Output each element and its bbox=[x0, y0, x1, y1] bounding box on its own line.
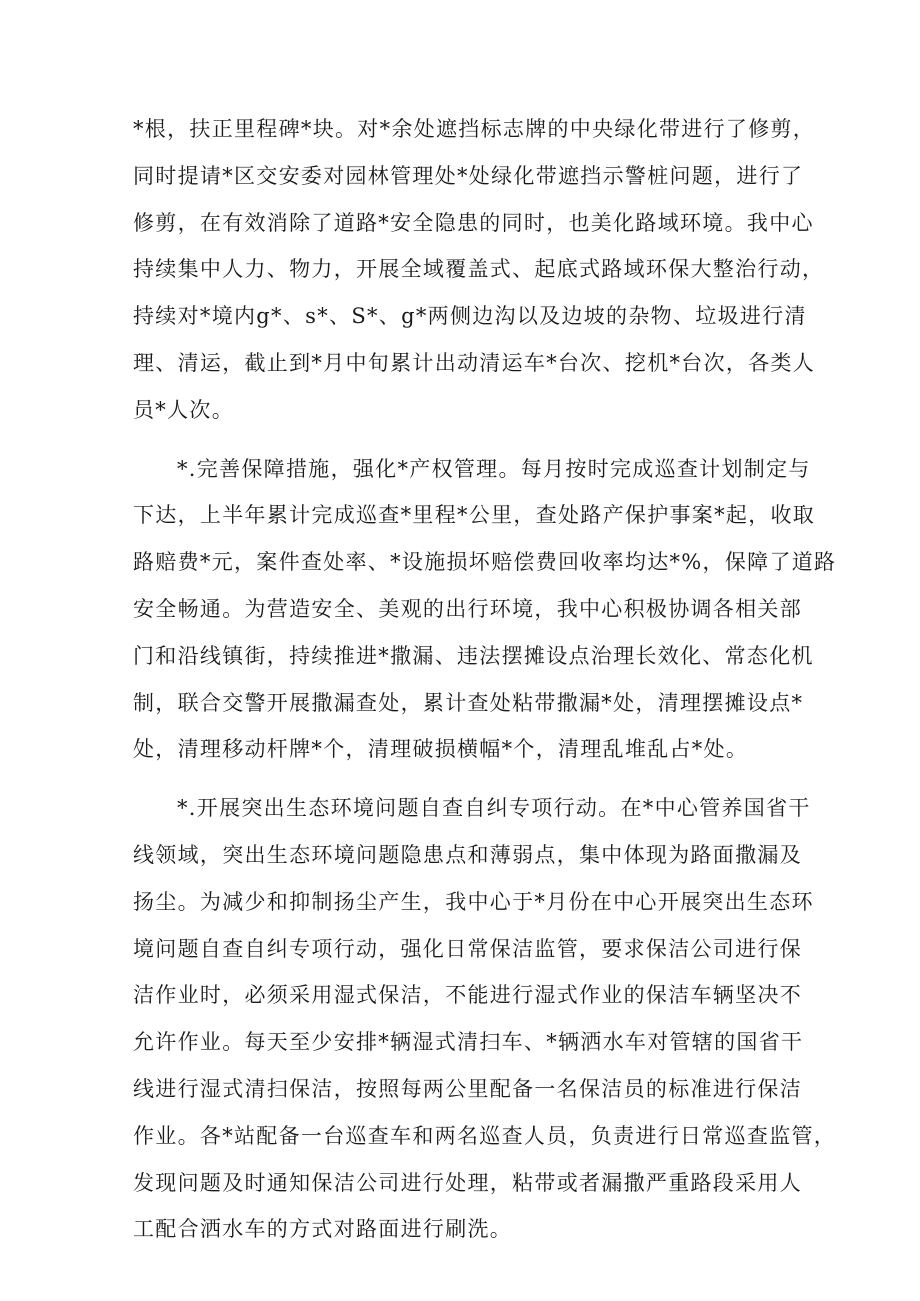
text-line: 工配合洒水车的方式对路面进行刷洗。 bbox=[133, 1217, 513, 1242]
text-line: 同时提请*区交安委对园林管理处*处绿化带遮挡示警桩问题，进行了 bbox=[133, 163, 804, 188]
text-line: 线领域，突出生态环境问题隐患点和薄弱点，集中体现为路面撒漏及 bbox=[133, 842, 802, 867]
text-line: 路赔费*元，案件查处率、*设施损坏赔偿费回收率均达*%，保障了道路 bbox=[133, 550, 837, 575]
text-line: 制，联合交警开展撒漏查处，累计查处粘带撒漏*处，清理摆摊设点* bbox=[133, 690, 804, 715]
document-body bbox=[133, 106, 837, 1265]
text-line: *.完善保障措施，强化*产权管理。每月按时完成巡查计划制定与 bbox=[177, 456, 811, 481]
text-line: 员*人次。 bbox=[133, 397, 234, 422]
paragraph-3 bbox=[133, 785, 837, 1253]
text-line: 扬尘。为减少和抑制扬尘产生，我中心于*月份在中心开展突出生态环 bbox=[133, 889, 814, 914]
paragraph-1 bbox=[133, 106, 825, 434]
text-line: 安全畅通。为营造安全、美观的出行环境，我中心积极协调各相关部 bbox=[133, 596, 802, 621]
text-line: 洁作业时，必须采用湿式保洁，不能进行湿式作业的保洁车辆坚决不 bbox=[133, 983, 802, 1008]
text-line: 处，清理移动杆牌*个，清理破损横幅*个，清理乱堆乱占*处。 bbox=[133, 737, 749, 762]
text-line: 作业。各*站配备一台巡查车和两名巡查人员，负责进行日常巡查监管， bbox=[133, 1123, 837, 1148]
text-line: *根，扶正里程碑*块。对*余处遮挡标志牌的中央绿化带进行了修剪， bbox=[133, 117, 816, 141]
text-line: 理、清运，截止到*月中旬累计出动清运车*台次、挖机*台次，各类人 bbox=[133, 350, 816, 375]
text-line: *.开展突出生态环境问题自查自纠专项行动。在*中心管养国省干 bbox=[177, 796, 811, 821]
text-line: 修剪，在有效消除了道路*安全隐患的同时，也美化路域环境。我中心 bbox=[133, 210, 814, 235]
text-line: 允许作业。每天至少安排*辆湿式清扫车、*辆洒水车对管辖的国省干 bbox=[133, 1030, 804, 1055]
text-line: 境问题自查自纠专项行动，强化日常保洁监管，要求保洁公司进行保 bbox=[133, 936, 802, 961]
text-line: 线进行湿式清扫保洁，按照每两公里配备一名保洁员的标准进行保洁 bbox=[133, 1076, 802, 1101]
text-line: 门和沿线镇街，持续推进*撒漏、违法摆摊设点治理长效化、常态化机 bbox=[133, 643, 814, 668]
text-line: 下达，上半年累计完成巡查*里程*公里，查处路产保护事案*起，收取 bbox=[133, 503, 816, 528]
text-line: 持续对*境内g*、s*、S*、g*两侧边沟以及边坡的杂物、垃圾进行清 bbox=[133, 304, 807, 329]
paragraph-2 bbox=[133, 446, 837, 774]
text-line: 持续集中人力、物力，开展全域覆盖式、起底式路域环保大整治行动， bbox=[133, 257, 825, 282]
text-line: 发现问题及时通知保洁公司进行处理，粘带或者漏撒严重路段采用人 bbox=[133, 1170, 802, 1195]
